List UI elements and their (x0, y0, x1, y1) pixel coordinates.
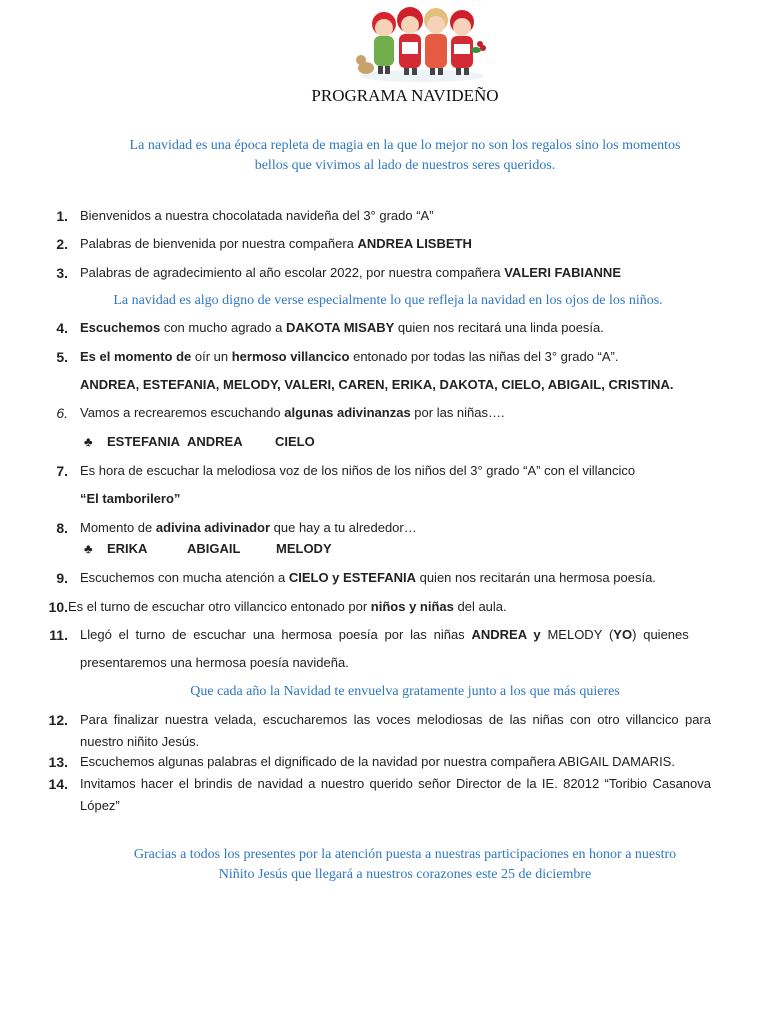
item-text (80, 517, 417, 539)
item-text: Para finalizar nuestra velada, escucharemos las voces melodiosas de las niñas con otro villancico para nuestro niñito Jesús. (80, 712, 711, 749)
item-bold: niños y niñas (370, 599, 454, 614)
student-name: ESTEFANIA (107, 434, 180, 449)
item-text-part: entonado por todas las niñas del 3° grado “A”. (349, 349, 619, 364)
item-text (80, 233, 472, 255)
club-icon: ♣ (84, 434, 93, 449)
intro-quote-line1: La navidad es una época repleta de magia en la que lo mejor no son los regalos sino los momentos (129, 138, 681, 153)
student-name: MELODY (276, 541, 332, 556)
item-bold: adivina adivinador (155, 520, 271, 535)
club-icon: ♣ (84, 541, 93, 556)
student-name: ABIGAIL (187, 541, 241, 556)
item-text-part: Vamos a recrearemos escuchando (80, 405, 285, 420)
item-text-part: que hay a tu alrededor… (270, 520, 417, 535)
item-text: Es hora de escuchar la melodiosa voz de los niños de los niños del 3° grado “A” con el villancico (80, 463, 636, 478)
item-text-part: Llegó el turno de escuchar una hermosa poesía por las niñas (80, 627, 472, 642)
item-text-part: Palabras de bienvenida por nuestra compañera (80, 236, 358, 251)
item-text-part: Momento de (80, 520, 156, 535)
item-text (68, 596, 507, 618)
item-text (80, 317, 604, 339)
item-number: 10. (48, 599, 68, 615)
intro-quote (60, 136, 750, 176)
page-title: PROGRAMA NAVIDEÑO (311, 86, 499, 105)
item-number: 14. (48, 776, 68, 792)
item-text-part: Escuchemos con mucha atención a (80, 570, 289, 585)
item-text (80, 402, 505, 424)
student-name: DAKOTA MISABY (285, 320, 395, 335)
item-bold: algunas adivinanzas (284, 405, 411, 420)
item-text-part: del aula. (453, 599, 507, 614)
student-name: CIELO y ESTEFANIA (288, 570, 416, 585)
item-text: presentaremos una hermosa poesía navideña. (80, 655, 349, 670)
item-text-part: Es el turno de escuchar otro villancico entonado por (68, 599, 371, 614)
item-text (80, 346, 618, 368)
item-number: 3. (56, 265, 68, 281)
item-text: Escuchemos algunas palabras el dignificado de la navidad por nuestra compañera ABIGAIL DAMARIS. (80, 754, 675, 769)
item-text-part: ) quienes (632, 627, 689, 642)
item-number: 11. (49, 627, 68, 643)
item-text-part: oír un (191, 349, 232, 364)
student-name: ANDREA y (471, 627, 541, 642)
item-bold: Escuchemos (80, 320, 161, 335)
item-number: 6. (56, 405, 68, 421)
item-number: 2. (56, 236, 68, 252)
item-number: 12. (48, 712, 68, 728)
item-text-part: MELODY ( (540, 627, 614, 642)
student-name: ANDREA LISBETH (357, 236, 472, 251)
student-name: ERIKA (107, 541, 148, 556)
item-text-part: con mucho agrado a (160, 320, 286, 335)
item-number: 1. (56, 208, 68, 224)
item-text-part: quien nos recitará una linda poesía. (394, 320, 604, 335)
item-number: 7. (56, 463, 68, 479)
student-names-list: ANDREA, ESTEFANIA, MELODY, VALERI, CAREN, ERIKA, DAKOTA, CIELO, ABIGAIL, CRISTINA. (80, 377, 674, 392)
song-title: “El tamborilero” (80, 491, 181, 506)
quote-ninos: La navidad es algo digno de verse especialmente lo que refleja la navidad en los ojos de los niños. (113, 293, 663, 308)
closing-line1: Gracias a todos los presentes por la atención puesta a nuestras participaciones en honor a nuestro (133, 847, 677, 862)
item-text (80, 262, 621, 284)
item-bold: Es el momento de (80, 349, 192, 364)
item-text: Bienvenidos a nuestra chocolatada navideña del 3° grado “A” (80, 208, 434, 223)
item-text-part: por las niñas…. (410, 405, 505, 420)
carolers-illustration (352, 2, 492, 82)
item-number: 9. (56, 570, 68, 586)
item-number: 13. (48, 754, 68, 770)
item-number: 4. (56, 320, 68, 336)
item-bold: YO (613, 627, 633, 642)
quote-navidad: Que cada año la Navidad te envuelva gratamente junto a los que más quieres (190, 684, 620, 699)
item-text: Invitamos hacer el brindis de navidad a nuestro querido señor Director de la IE. 82012 “Toribio Casanova López” (80, 776, 711, 813)
item-text (80, 567, 656, 589)
student-name: ANDREA (187, 434, 243, 449)
intro-quote-line2: bellos que vivimos al lado de nuestros seres queridos. (254, 158, 556, 173)
item-number: 5. (56, 349, 68, 365)
student-name: CIELO (275, 434, 315, 449)
item-text-part: quien nos recitarán una hermosa poesía. (415, 570, 656, 585)
closing-line2: Niñito Jesús que llegará a nuestros corazones este 25 de diciembre (218, 867, 592, 882)
item-bold: hermoso villancico (231, 349, 350, 364)
item-text-part: Palabras de agradecimiento al año escolar 2022, por nuestra compañera (80, 265, 505, 280)
student-name: VALERI FABIANNE (504, 265, 621, 280)
item-text (80, 624, 689, 646)
item-number: 8. (56, 520, 68, 536)
closing-message (60, 845, 750, 885)
